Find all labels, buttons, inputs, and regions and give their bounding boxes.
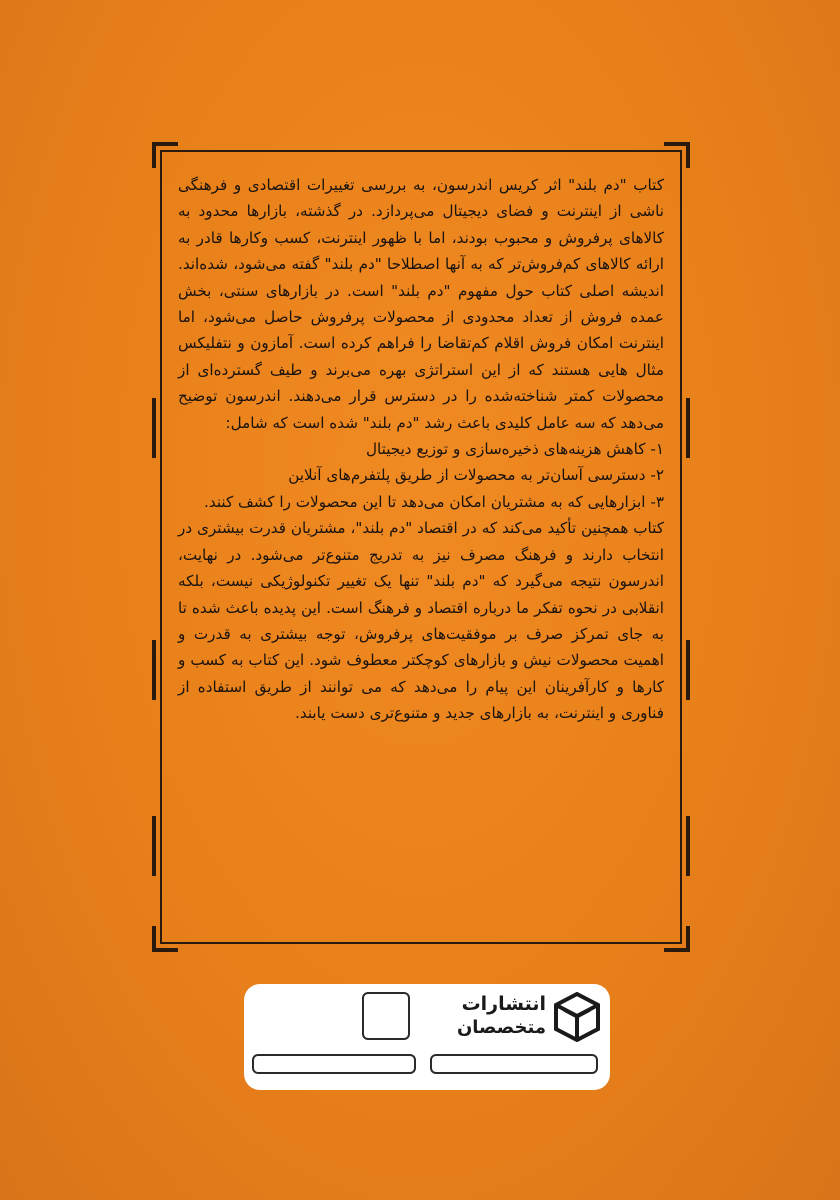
frame-tick-left-1 [152, 398, 156, 458]
isbn-placeholder-field [252, 1054, 416, 1074]
list-item-1: ۱- کاهش هزینه‌های ذخیره‌سازی و توزیع دیجیتال [365, 440, 664, 459]
frame-corner-top-right [664, 142, 690, 168]
text-frame [160, 150, 682, 944]
publisher-name-line2: متخصصان [456, 1017, 546, 1038]
back-cover-text [178, 172, 664, 727]
frame-corner-bottom-left [152, 926, 178, 952]
frame-tick-right-1 [686, 398, 690, 458]
publisher-logo-text [430, 992, 546, 1042]
frame-tick-left-3 [152, 816, 156, 876]
frame-tick-right-2 [686, 640, 690, 700]
intro-paragraph: کتاب "دم بلند" اثر کریس اندرسون، به بررسی تغییرات اقتصادی و فرهنگی ناشی از اینترنت و فضای دیجیتال می‌پردازد. در گذشته، بازارها محدود به کالاهای پرفروش و محبوب بودند، اما با ظهور اینترنت، کسب وکارها قادر به ارائه کالاهای کم‌فروش‌تر که به آنها اصطلاحا "دم بلند" گفته می‌شود، شده‌اند. اندیشه اصلی کتاب حول مفهوم "دم بلند" است. در بازارهای سنتی، بخش عمده فروش از تعداد محدودی از محصولات پرفروش حاصل می‌شود، اما اینترنت امکان فروش اقلام کم‌تقاضا را فراهم کرده است. آمازون و نتفلیکس مثال هایی هستند که از این استراتژی بهره می‌برند و طیف گسترده‌ای از محصولات کمتر شناخته‌شده را در دسترس قرار می‌دهند. اندرسون توضیح می‌دهد که سه عامل کلیدی باعث رشد "دم بلند" شده است که شامل: [178, 176, 664, 432]
conclusion-paragraph: کتاب همچنین تأکید می‌کند که در اقتصاد "دم بلند"، مشتریان قدرت بیشتری در انتخاب دارند و فرهنگ مصرف نیز به تدریج متنوع‌تر می‌شود. در نهایت، اندرسون نتیجه می‌گیرد که "دم بلند" تنها یک تغییر تکنولوژیکی نیست، بلکه انقلابی در نحوه تفکر ما درباره اقتصاد و فرهنگ است. این پدیده باعث شده تا به جای تمرکز صرف بر موفقیت‌های پرفروش، توجه بیشتری به قدرت و اهمیت محصولات نیش و بازارهای کوچکتر معطوف شود. این کتاب به کسب و کارها و کارآفرینان این پیام را می‌دهد که می توانند از طریق استفاده از فناوری و اینترنت، به بازارهای جدید و متنوع‌تری دست یابند. [178, 519, 664, 723]
barcode-placeholder-box [362, 992, 410, 1040]
publisher-logo-icon [554, 992, 600, 1042]
frame-corner-top-left [152, 142, 178, 168]
list-item-2: ۲- دسترسی آسان‌تر به محصولات از طریق پلتفرم‌های آنلاین [288, 466, 664, 485]
list-item-3: ۳- ابزارهایی که به مشتریان امکان می‌دهد تا این محصولات را کشف کنند. [204, 492, 664, 511]
frame-corner-bottom-right [664, 926, 690, 952]
publisher-card [244, 984, 610, 1090]
price-placeholder-field [430, 1054, 598, 1074]
frame-tick-left-2 [152, 640, 156, 700]
frame-tick-right-3 [686, 816, 690, 876]
publisher-name-line1: انتشارات [461, 993, 546, 1015]
